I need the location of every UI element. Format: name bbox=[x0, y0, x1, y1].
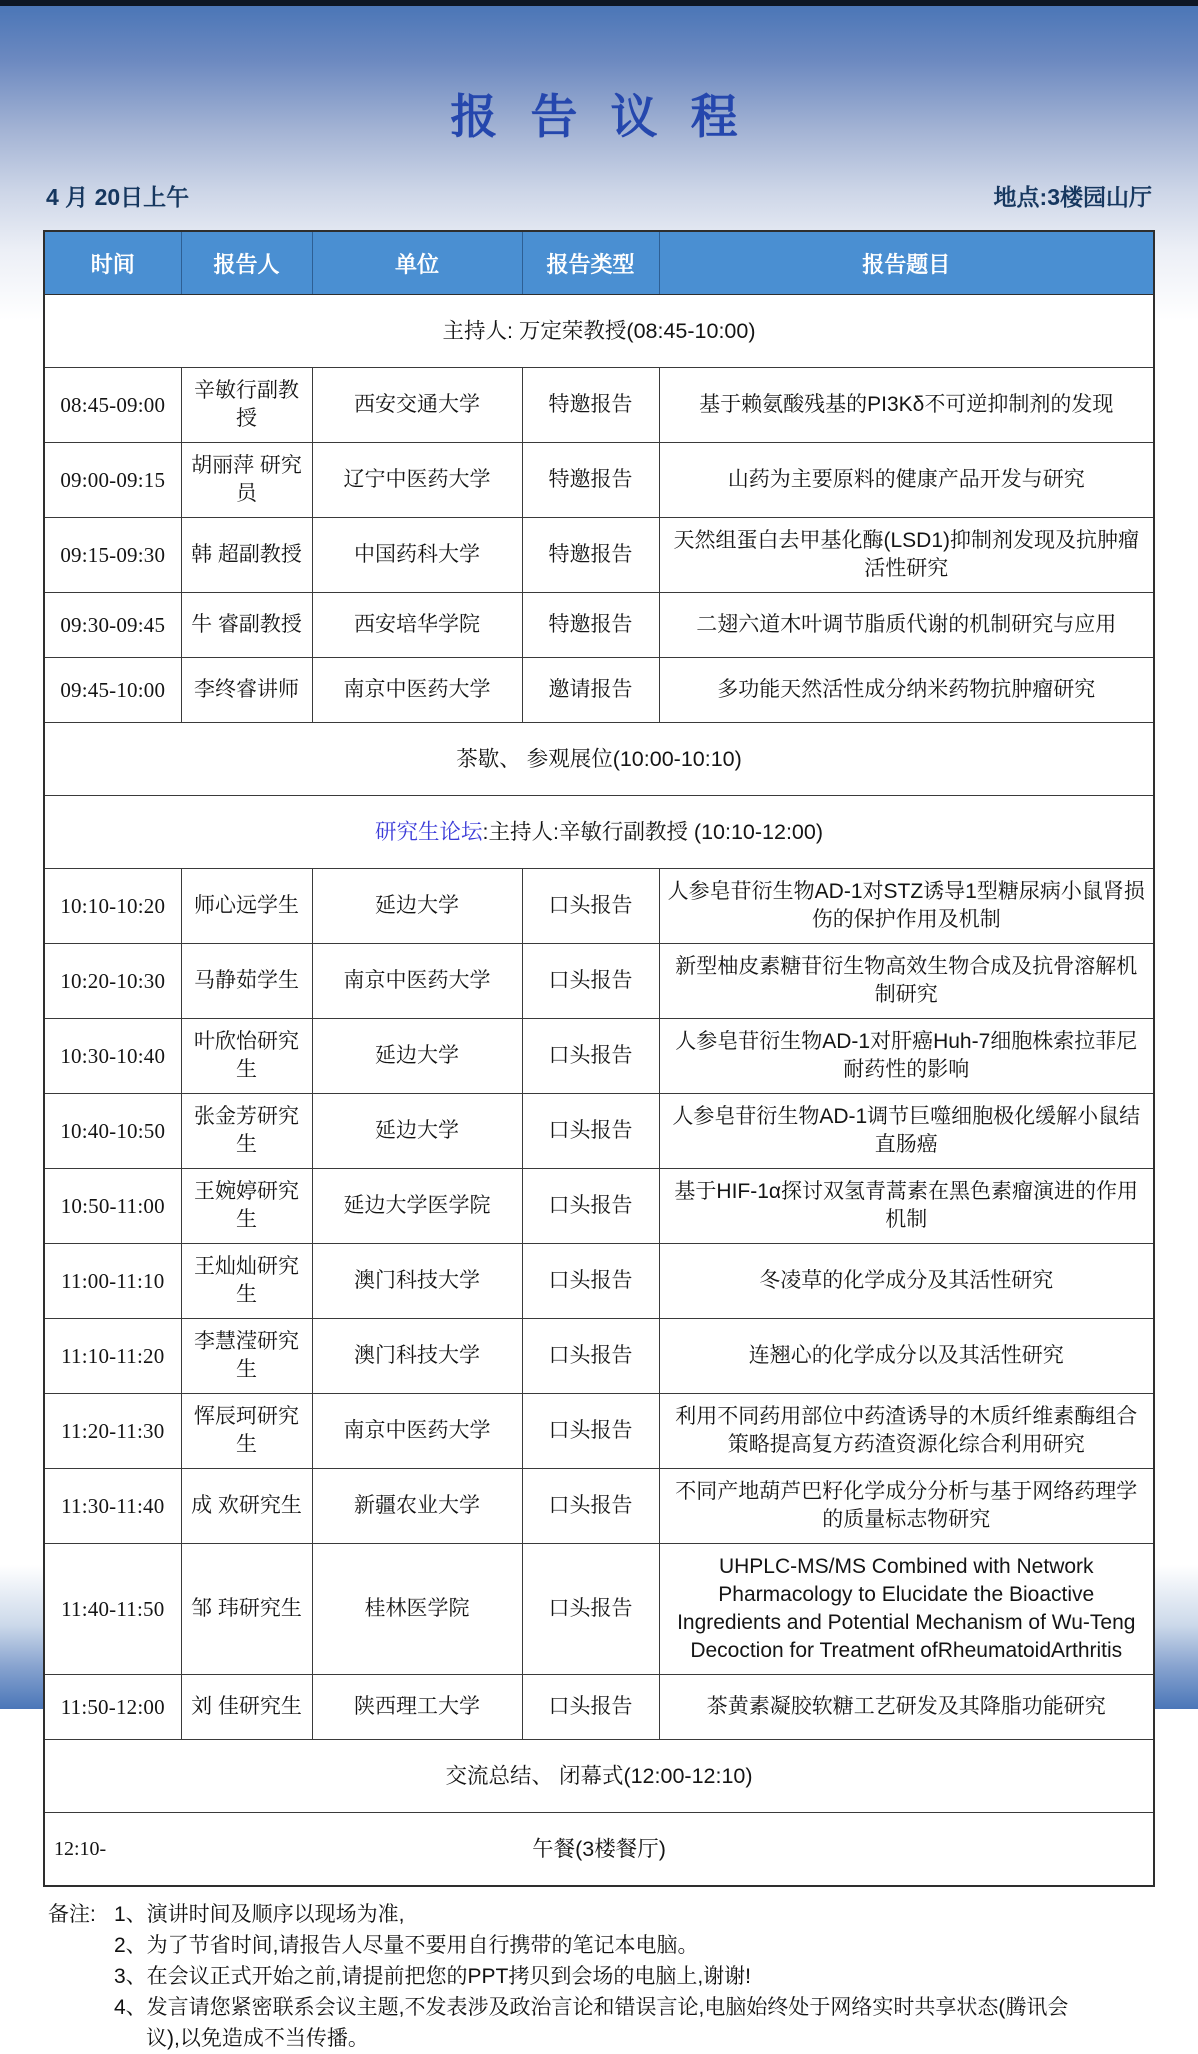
note-item-4: 4、发言请您紧密联系会议主题,不发表涉及政治言论和错误言论,电脑始终处于网络实时共享状态(腾讯会议),以免造成不当传播。 bbox=[114, 1996, 1069, 2050]
talk-row bbox=[44, 1544, 1154, 1675]
lunch-row bbox=[44, 1813, 1154, 1887]
title-cell: 冬凌草的化学成分及其活性研究 bbox=[659, 1244, 1154, 1319]
talk-row bbox=[44, 658, 1154, 723]
affiliation-cell: 延边大学 bbox=[312, 1019, 522, 1094]
title-cell: 人参皂苷衍生物AD-1对STZ诱导1型糖尿病小鼠肾损伤的保护作用及机制 bbox=[659, 869, 1154, 944]
affiliation-cell: 南京中医药大学 bbox=[312, 1394, 522, 1469]
lunch-text: 午餐(3楼餐厅) bbox=[532, 1837, 666, 1861]
talk-row bbox=[44, 518, 1154, 593]
agenda-table bbox=[43, 230, 1155, 1887]
agenda-table-body bbox=[44, 295, 1154, 1887]
time-cell: 11:00-11:10 bbox=[44, 1244, 181, 1319]
affiliation-cell: 新疆农业大学 bbox=[312, 1469, 522, 1544]
title-cell: UHPLC-MS/MS Combined with Network Pharmacology to Elucidate the Bioactive Ingredients and Potential Mechanism of Wu-Teng Decoction for Treatment ofRheumatoidArthritis bbox=[659, 1544, 1154, 1675]
speaker-cell: 马静茹学生 bbox=[181, 944, 312, 1019]
notes-label: 备注: bbox=[48, 1903, 96, 1926]
affiliation-cell: 南京中医药大学 bbox=[312, 944, 522, 1019]
talk-row bbox=[44, 869, 1154, 944]
talk-row bbox=[44, 1469, 1154, 1544]
notes-section bbox=[48, 1899, 1168, 2054]
talk-row bbox=[44, 944, 1154, 1019]
affiliation-cell: 陕西理工大学 bbox=[312, 1675, 522, 1740]
type-cell: 口头报告 bbox=[522, 1394, 659, 1469]
time-cell: 10:10-10:20 bbox=[44, 869, 181, 944]
speaker-cell: 辛敏行副教授 bbox=[181, 368, 312, 443]
type-cell: 口头报告 bbox=[522, 869, 659, 944]
time-cell: 10:40-10:50 bbox=[44, 1094, 181, 1169]
session-cell: 交流总结、 闭幕式(12:00-12:10) bbox=[44, 1740, 1154, 1813]
date-label: 4 月 20日上午 bbox=[46, 184, 190, 210]
title-cell: 人参皂苷衍生物AD-1对肝癌Huh-7细胞株索拉菲尼耐药性的影响 bbox=[659, 1019, 1154, 1094]
lunch-cell bbox=[44, 1813, 1154, 1887]
talk-row bbox=[44, 1169, 1154, 1244]
talk-row bbox=[44, 1319, 1154, 1394]
talk-row bbox=[44, 368, 1154, 443]
type-cell: 口头报告 bbox=[522, 1094, 659, 1169]
session-row bbox=[44, 1740, 1154, 1813]
note-item-1: 1、演讲时间及顺序以现场为准, bbox=[114, 1903, 405, 1926]
speaker-cell: 叶欣怡研究生 bbox=[181, 1019, 312, 1094]
speaker-cell: 王灿灿研究生 bbox=[181, 1244, 312, 1319]
type-cell: 特邀报告 bbox=[522, 368, 659, 443]
notes-list bbox=[114, 1899, 1168, 2054]
title-cell: 基于赖氨酸残基的PI3Kδ不可逆抑制剂的发现 bbox=[659, 368, 1154, 443]
time-cell: 09:30-09:45 bbox=[44, 593, 181, 658]
affiliation-cell: 延边大学 bbox=[312, 1094, 522, 1169]
affiliation-cell: 西安培华学院 bbox=[312, 593, 522, 658]
session-highlight: 研究生论坛 bbox=[374, 820, 483, 844]
speaker-cell: 李终睿讲师 bbox=[181, 658, 312, 723]
affiliation-cell: 澳门科技大学 bbox=[312, 1244, 522, 1319]
talk-row bbox=[44, 443, 1154, 518]
title-cell: 人参皂苷衍生物AD-1调节巨噬细胞极化缓解小鼠结直肠癌 bbox=[659, 1094, 1154, 1169]
time-cell: 11:20-11:30 bbox=[44, 1394, 181, 1469]
title-cell: 天然组蛋白去甲基化酶(LSD1)抑制剂发现及抗肿瘤活性研究 bbox=[659, 518, 1154, 593]
type-cell: 特邀报告 bbox=[522, 443, 659, 518]
speaker-cell: 师心远学生 bbox=[181, 869, 312, 944]
title-cell: 基于HIF-1α探讨双氢青蒿素在黑色素瘤演进的作用机制 bbox=[659, 1169, 1154, 1244]
note-item-2: 2、为了节省时间,请报告人尽量不要用自行携带的笔记本电脑。 bbox=[114, 1934, 699, 1957]
time-cell: 09:15-09:30 bbox=[44, 518, 181, 593]
speaker-cell: 牛 睿副教授 bbox=[181, 593, 312, 658]
type-cell: 特邀报告 bbox=[522, 518, 659, 593]
speaker-cell: 邹 玮研究生 bbox=[181, 1544, 312, 1675]
talk-row bbox=[44, 1244, 1154, 1319]
title-cell: 不同产地葫芦巴籽化学成分分析与基于网络药理学的质量标志物研究 bbox=[659, 1469, 1154, 1544]
time-cell: 11:40-11:50 bbox=[44, 1544, 181, 1675]
type-cell: 特邀报告 bbox=[522, 593, 659, 658]
page-title: 报 告 议 程 bbox=[450, 90, 748, 143]
column-header-1: 报告人 bbox=[181, 231, 312, 295]
talk-row bbox=[44, 1019, 1154, 1094]
time-cell: 10:50-11:00 bbox=[44, 1169, 181, 1244]
talk-row bbox=[44, 593, 1154, 658]
talk-row bbox=[44, 1394, 1154, 1469]
type-cell: 口头报告 bbox=[522, 1319, 659, 1394]
column-header-4: 报告题目 bbox=[659, 231, 1154, 295]
speaker-cell: 刘 佳研究生 bbox=[181, 1675, 312, 1740]
speaker-cell: 张金芳研究生 bbox=[181, 1094, 312, 1169]
session-row bbox=[44, 295, 1154, 368]
time-cell: 09:45-10:00 bbox=[44, 658, 181, 723]
session-row bbox=[44, 796, 1154, 869]
table-header-row bbox=[44, 231, 1154, 295]
affiliation-cell: 中国药科大学 bbox=[312, 518, 522, 593]
title-cell: 二翅六道木叶调节脂质代谢的机制研究与应用 bbox=[659, 593, 1154, 658]
time-cell: 09:00-09:15 bbox=[44, 443, 181, 518]
date-row bbox=[46, 179, 1152, 212]
title-cell: 连翘心的化学成分以及其活性研究 bbox=[659, 1319, 1154, 1394]
session-row bbox=[44, 723, 1154, 796]
title-cell: 多功能天然活性成分纳米药物抗肿瘤研究 bbox=[659, 658, 1154, 723]
column-header-3: 报告类型 bbox=[522, 231, 659, 295]
title-cell: 利用不同药用部位中药渣诱导的木质纤维素酶组合策略提高复方药渣资源化综合利用研究 bbox=[659, 1394, 1154, 1469]
title-cell: 新型柚皮素糖苷衍生物高效生物合成及抗骨溶解机制研究 bbox=[659, 944, 1154, 1019]
note-item-3: 3、在会议正式开始之前,请提前把您的PPT拷贝到会场的电脑上,谢谢! bbox=[114, 1965, 752, 1988]
speaker-cell: 成 欢研究生 bbox=[181, 1469, 312, 1544]
type-cell: 口头报告 bbox=[522, 1244, 659, 1319]
speaker-cell: 恽辰珂研究生 bbox=[181, 1394, 312, 1469]
talk-row bbox=[44, 1675, 1154, 1740]
session-cell: 茶歇、 参观展位(10:00-10:10) bbox=[44, 723, 1154, 796]
column-header-2: 单位 bbox=[312, 231, 522, 295]
session-cell: 研究生论坛:主持人:辛敏行副教授 (10:10-12:00) bbox=[44, 796, 1154, 869]
talk-row bbox=[44, 1094, 1154, 1169]
time-cell: 11:30-11:40 bbox=[44, 1469, 181, 1544]
speaker-cell: 李慧滢研究生 bbox=[181, 1319, 312, 1394]
session-cell: 主持人: 万定荣教授(08:45-10:00) bbox=[44, 295, 1154, 368]
time-cell: 10:30-10:40 bbox=[44, 1019, 181, 1094]
affiliation-cell: 延边大学医学院 bbox=[312, 1169, 522, 1244]
title-cell: 茶黄素凝胶软糖工艺研发及其降脂功能研究 bbox=[659, 1675, 1154, 1740]
type-cell: 口头报告 bbox=[522, 1169, 659, 1244]
title-cell: 山药为主要原料的健康产品开发与研究 bbox=[659, 443, 1154, 518]
affiliation-cell: 西安交通大学 bbox=[312, 368, 522, 443]
speaker-cell: 韩 超副教授 bbox=[181, 518, 312, 593]
affiliation-cell: 桂林医学院 bbox=[312, 1544, 522, 1675]
speaker-cell: 王婉婷研究生 bbox=[181, 1169, 312, 1244]
time-cell: 10:20-10:30 bbox=[44, 944, 181, 1019]
time-cell: 11:10-11:20 bbox=[44, 1319, 181, 1394]
type-cell: 口头报告 bbox=[522, 944, 659, 1019]
type-cell: 口头报告 bbox=[522, 1544, 659, 1675]
affiliation-cell: 辽宁中医药大学 bbox=[312, 443, 522, 518]
type-cell: 口头报告 bbox=[522, 1019, 659, 1094]
column-header-0: 时间 bbox=[44, 231, 181, 295]
affiliation-cell: 澳门科技大学 bbox=[312, 1319, 522, 1394]
speaker-cell: 胡丽萍 研究员 bbox=[181, 443, 312, 518]
lunch-time: 12:10- bbox=[54, 1838, 107, 1860]
affiliation-cell: 南京中医药大学 bbox=[312, 658, 522, 723]
type-cell: 口头报告 bbox=[522, 1469, 659, 1544]
location-label: 地点:3楼园山厅 bbox=[993, 184, 1152, 210]
affiliation-cell: 延边大学 bbox=[312, 869, 522, 944]
type-cell: 口头报告 bbox=[522, 1675, 659, 1740]
time-cell: 08:45-09:00 bbox=[44, 368, 181, 443]
time-cell: 11:50-12:00 bbox=[44, 1675, 181, 1740]
type-cell: 邀请报告 bbox=[522, 658, 659, 723]
